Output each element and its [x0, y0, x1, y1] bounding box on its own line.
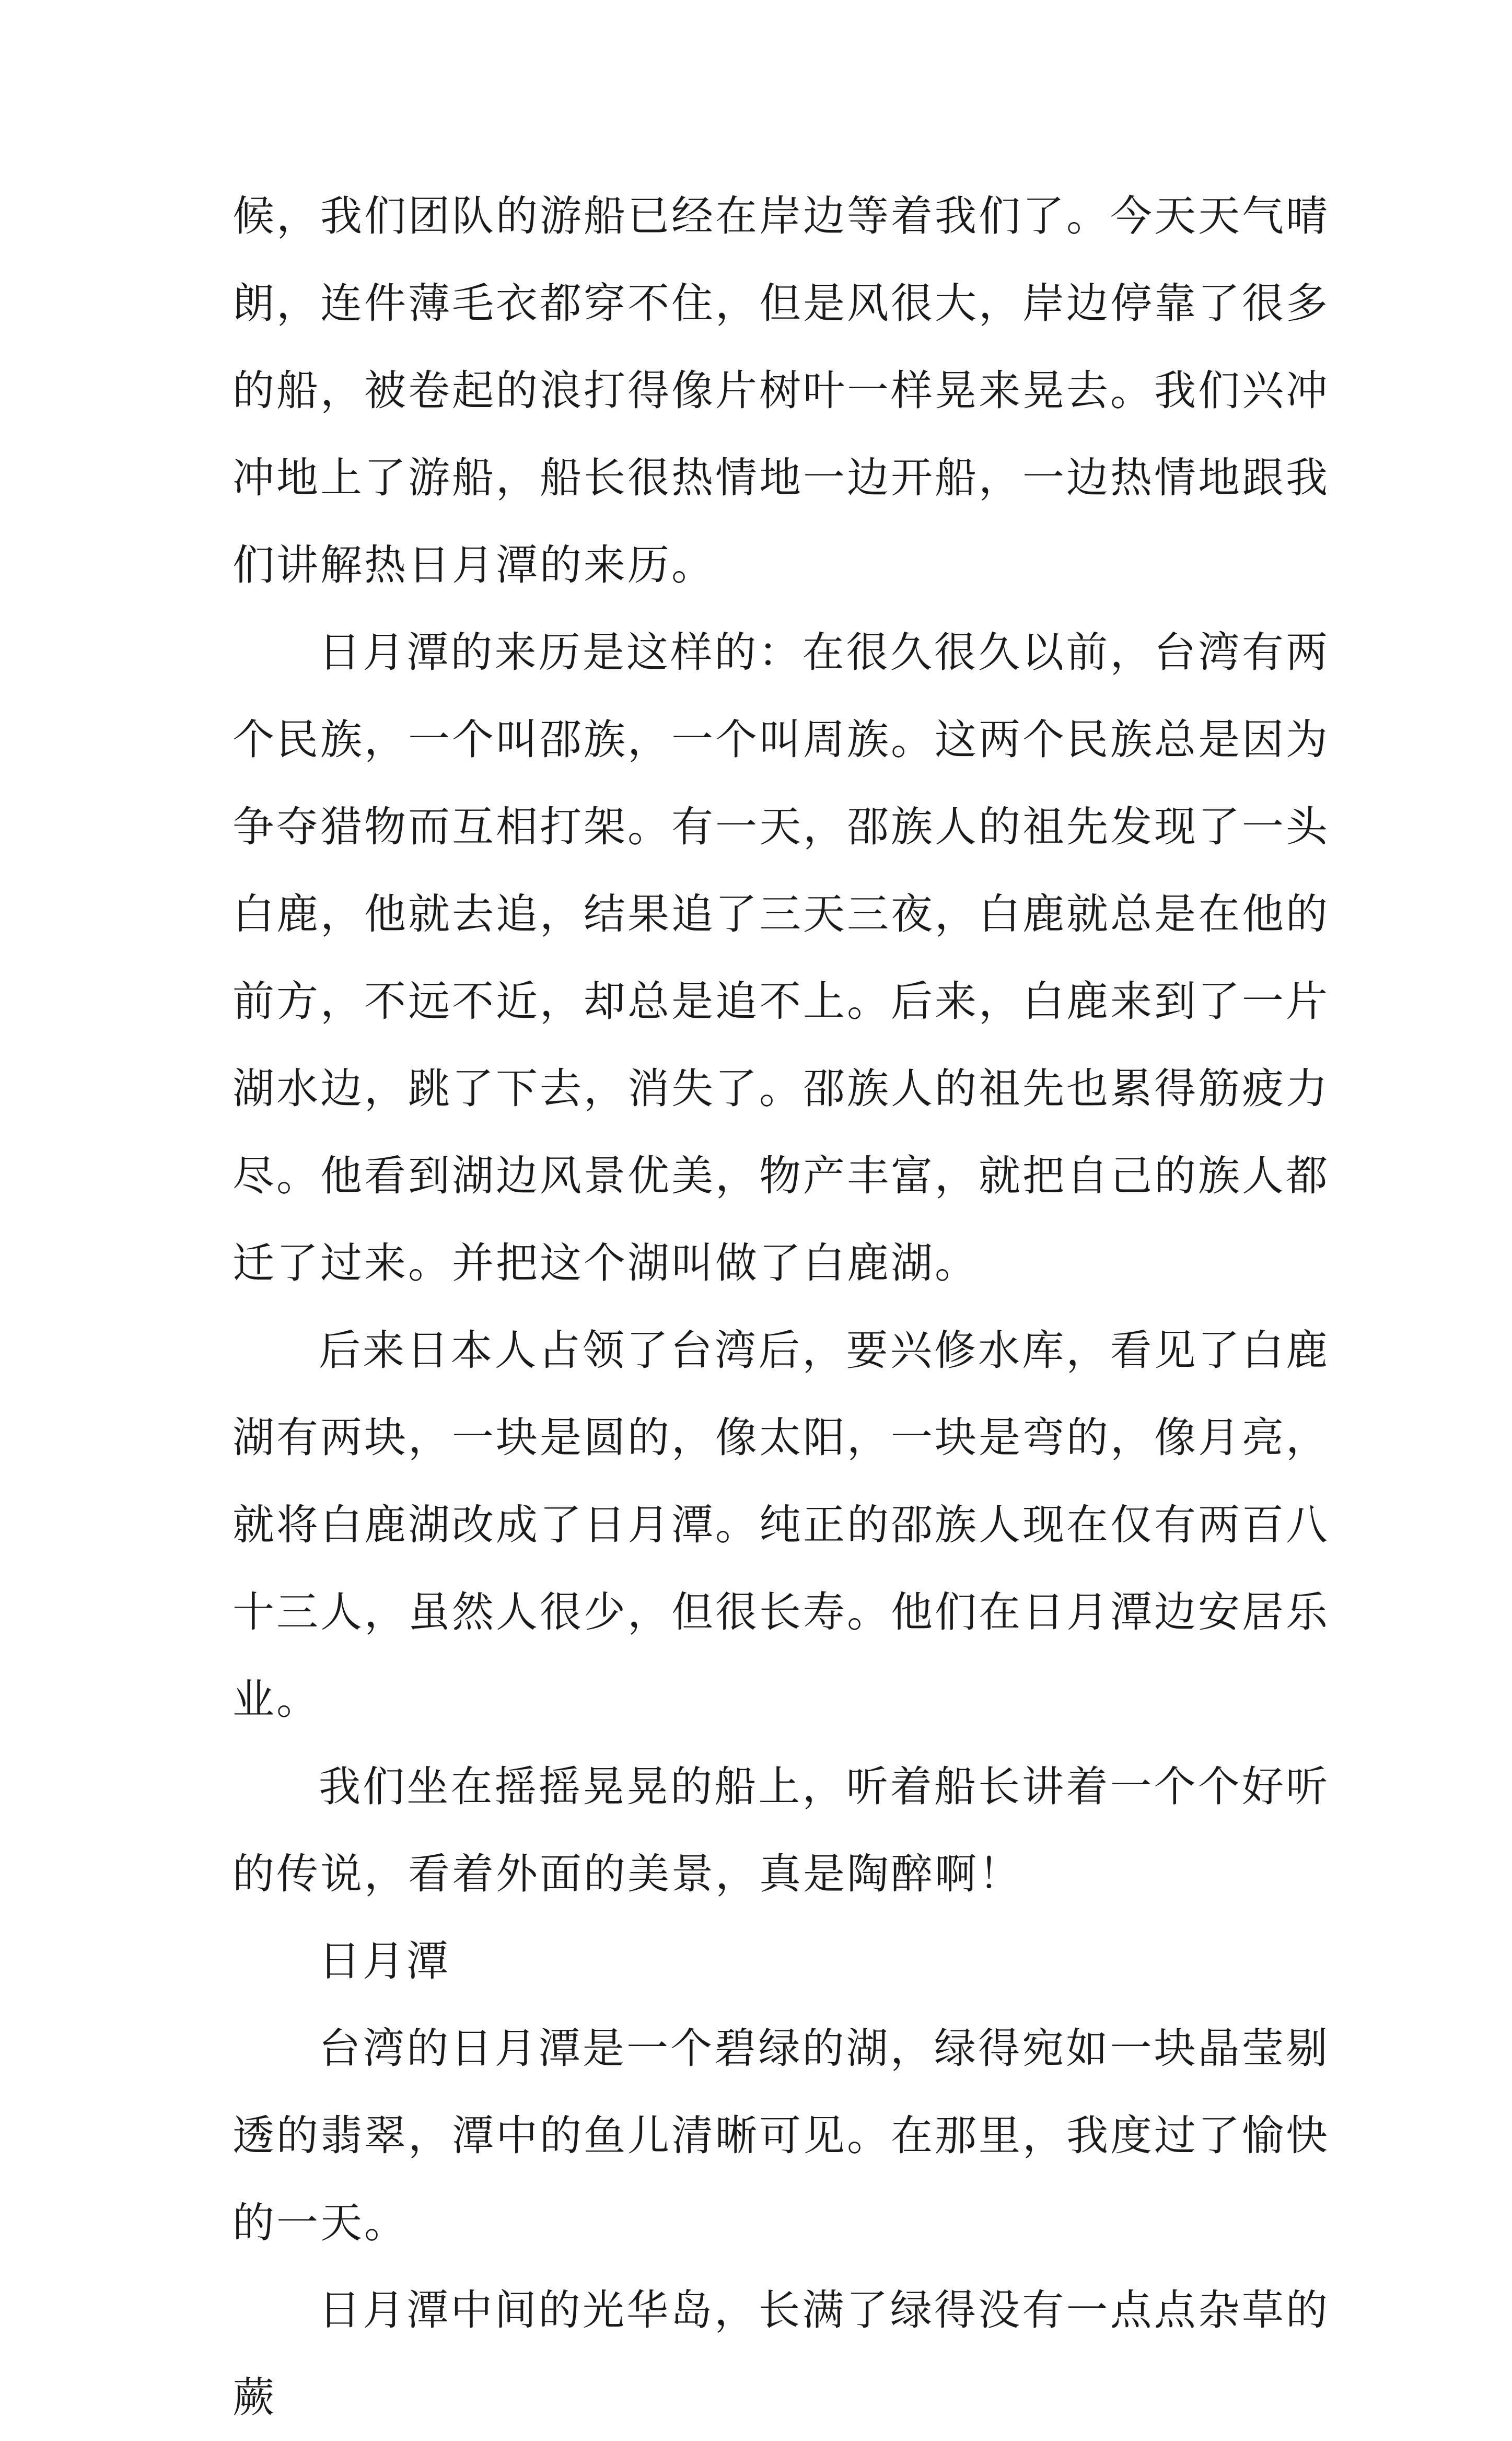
body-text [232, 172, 1330, 2441]
section-heading: 日月潭 [319, 1937, 450, 1985]
paragraph-2: 日月潭的来历是这样的：在很久很久以前，台湾有两个民族，一个叫邵族，一个叫周族。这两个民族总是因为争夺猎物而互相打架。有一天，邵族人的祖先发现了一头白鹿，他就去追，结果追了三天三夜，白鹿就总是在他的前方，不远不近，却总是追不上。后来，白鹿来到了一片湖水边，跳了下去，消失了。邵族人的祖先也累得筋疲力尽。他看到湖边风景优美，物产丰富，就把自己的族人都迁了过来。并把这个湖叫做了白鹿湖。 [232, 628, 1330, 1287]
paragraph-3: 后来日本人占领了台湾后，要兴修水库，看见了白鹿湖有两块，一块是圆的，像太阳，一块是弯的，像月亮，就将白鹿湖改成了日月潭。纯正的邵族人现在仅有两百八十三人，虽然人很少，但很长寿。他们在日月潭边安居乐业。 [232, 1326, 1330, 1724]
paragraph-5: 台湾的日月潭是一个碧绿的湖，绿得宛如一块晶莹剔透的翡翠，潭中的鱼儿清晰可见。在那里，我度过了愉快的一天。 [232, 2024, 1330, 2247]
paragraph-6: 日月潭中间的光华岛，长满了绿得没有一点点杂草的蕨 [232, 2286, 1330, 2422]
paragraph-4: 我们坐在摇摇晃晃的船上，听着船长讲着一个个好听的传说，看着外面的美景，真是陶醉啊！ [232, 1762, 1330, 1898]
paragraph-1: 候，我们团队的游船已经在岸边等着我们了。今天天气晴朗，连件薄毛衣都穿不住，但是风很大，岸边停靠了很多的船，被卷起的浪打得像片树叶一样晃来晃去。我们兴冲冲地上了游船，船长很热情地一边开船，一边热情地跟我们讲解热日月潭的来历。 [232, 192, 1330, 589]
